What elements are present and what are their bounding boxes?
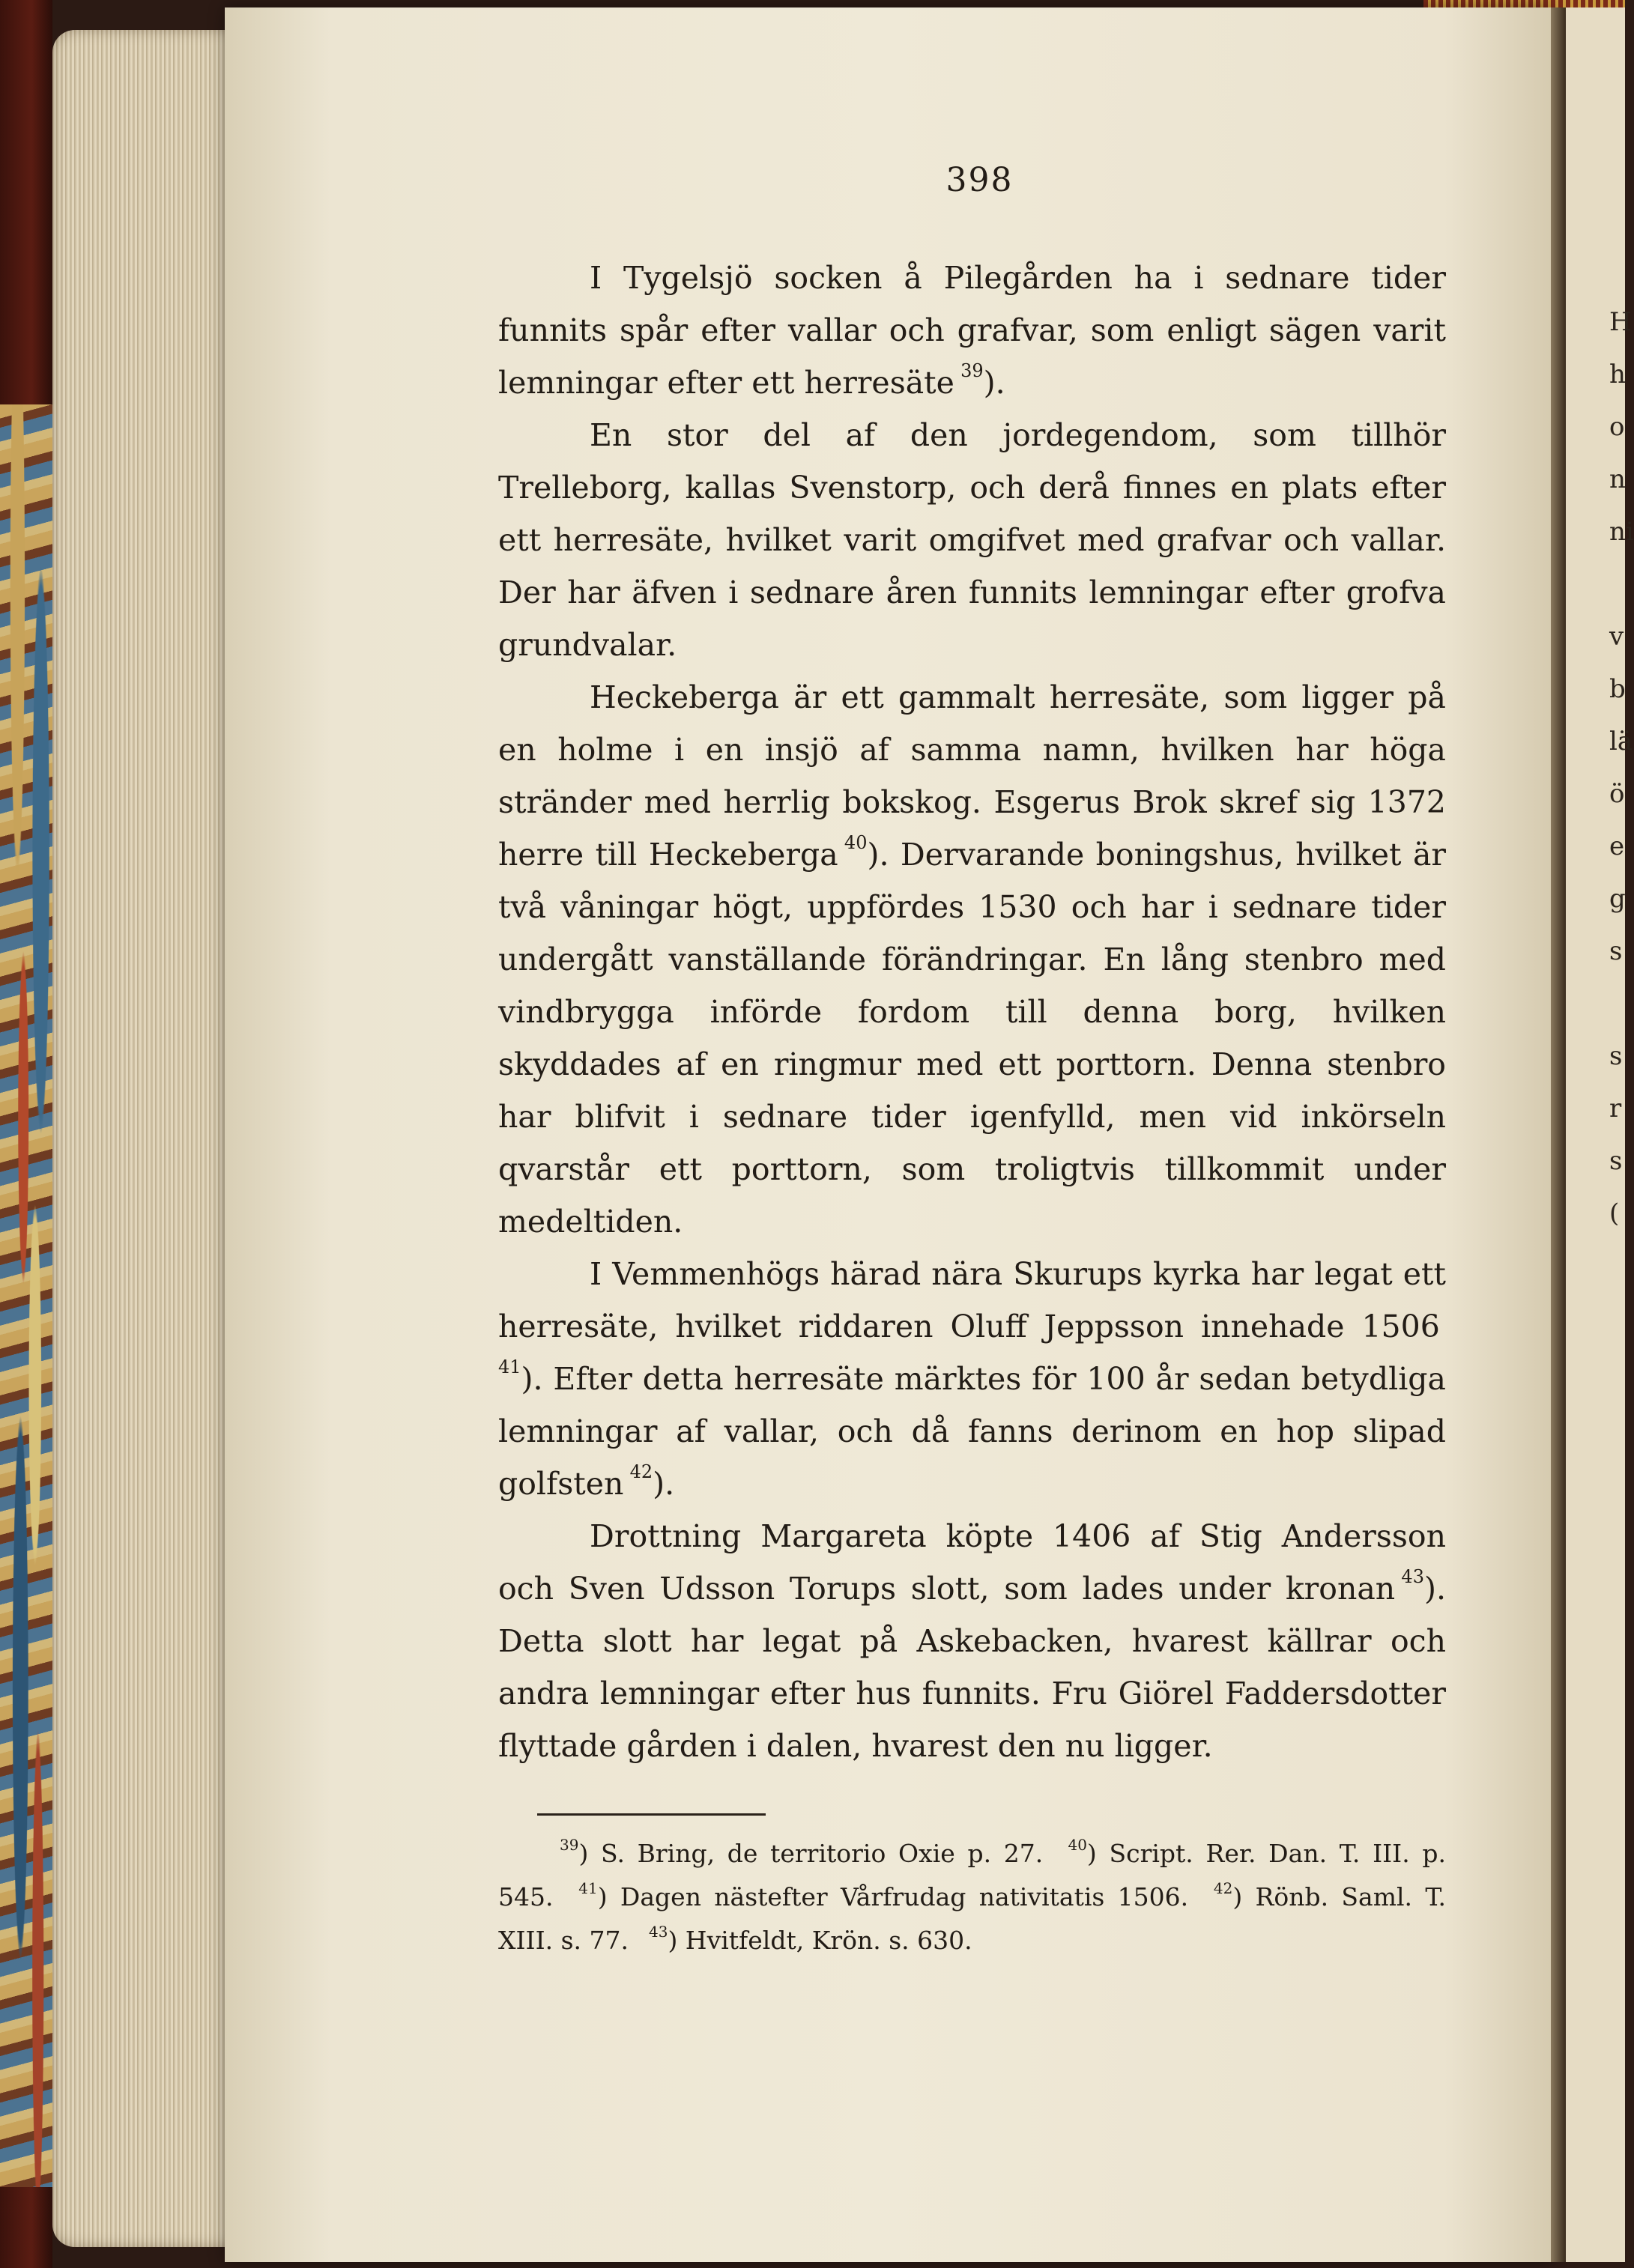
paragraph-text: Heckeberga är ett gammalt herresäte, som ligger på en holme i en insjö af samma namn, hvilken har höga stränder med herrlig bokskog. Esgerus Brok skref sig 1372 herre till Heckeberga — [498, 679, 1446, 873]
paragraph — [498, 1510, 1446, 1772]
next-page-letter: r — [1609, 1094, 1622, 1124]
next-page-letter: g — [1609, 884, 1626, 914]
paragraph-text: En stor del af den jordegendom, som tillhör Trelleborg, kallas Svenstorp, och derå finnes en plats efter ett herresäte, hvilket varit omgifvet med grafvar och vallar. Der har äfven i sednare åren funnits lemningar efter grofva grundvalar. — [498, 417, 1446, 663]
footnotes — [498, 1832, 1446, 1962]
next-page-letter: o — [1609, 412, 1625, 442]
page-content — [498, 161, 1446, 1962]
next-page-letter: ni — [1609, 517, 1634, 547]
footnote-mark: 39 — [560, 1836, 579, 1854]
footnote-text: ) Script. Rer. Dan. T. III. p. 545. — [498, 1839, 1446, 1911]
next-page-letter: s — [1609, 1146, 1623, 1176]
footnote-text: ) S. Bring, de territorio Oxie p. 27. — [578, 1839, 1044, 1868]
next-page-letter: e — [1609, 831, 1625, 861]
paragraph — [498, 671, 1446, 1248]
paragraph-text: I Tygelsjö socken å Pilegården ha i sednare tider funnits spår efter vallar och grafvar, som enligt sägen varit lemningar efter ett herresäte — [498, 260, 1446, 401]
paragraph-text: Drottning Margareta köpte 1406 af Stig Andersson och Sven Udsson Torups slott, som lades under kronan — [498, 1518, 1446, 1607]
paragraph-text: I Vemmenhögs härad nära Skurups kyrka har legat ett herresäte, hvilket riddaren Oluff Jeppsson innehade 1506 — [498, 1256, 1446, 1344]
paragraph-text: ). Detta slott har legat på Askebacken, hvarest källrar och andra lemningar efter hus funnits. Fru Giörel Faddersdotter flyttade gården i dalen, hvarest den nu ligger. — [498, 1571, 1446, 1764]
footnote-ref: 42 — [629, 1461, 653, 1482]
footnote-ref: 40 — [844, 832, 868, 853]
footnote-mark: 41 — [578, 1879, 598, 1897]
footnote-ref: 43 — [1401, 1566, 1424, 1587]
next-page-letter: H — [1609, 307, 1632, 337]
paragraph-text: ). — [653, 1466, 675, 1502]
footnote-ref: 39 — [960, 360, 984, 381]
footnote-ref: 41 — [498, 1356, 521, 1377]
paragraph — [498, 252, 1446, 409]
footnote-mark: 43 — [648, 1923, 668, 1941]
next-page-letter: n — [1609, 464, 1626, 494]
next-page-letter — [1609, 977, 1625, 1030]
page-stack-edge — [52, 30, 240, 2247]
footnote-text: ) Hvitfeldt, Krön. s. 630. — [668, 1926, 972, 1955]
next-page-letters — [1609, 296, 1634, 1240]
paragraph — [498, 1248, 1446, 1510]
marbled-endpaper — [0, 404, 61, 2187]
footnote-mark: 42 — [1213, 1879, 1233, 1897]
next-page-letter: ö — [1609, 779, 1625, 809]
next-page-letter — [1609, 558, 1625, 610]
paragraph-text: ). Dervarande boningshus, hvilket är två våningar högt, uppfördes 1530 och har i sednare tider undergått vanställande förändringar. En lång stenbro med vindbrygga införde fordom till denna borg, hvilken skyddades af en ringmur med ett porttorn. Denna stenbro har blifvit i sednare tider igenfylld, men vid inkörseln qvarstår ett porttorn, som troligtvis tillkommit under medeltiden. — [498, 837, 1446, 1240]
next-page-letter: ( — [1609, 1198, 1620, 1228]
next-page-letter: h — [1609, 360, 1626, 389]
next-page-letter: lä — [1609, 727, 1633, 756]
page-number: 398 — [945, 161, 1014, 199]
next-page-letter: s — [1609, 1041, 1623, 1071]
footnote-divider — [537, 1813, 766, 1816]
footnote-mark: 40 — [1068, 1836, 1087, 1854]
next-page-letter: b — [1609, 674, 1626, 704]
paragraph-text: ). Efter detta herresäte märktes för 100 år sedan betydliga lemningar af vallar, och då fanns derinom en hop slipad golfsten — [498, 1361, 1446, 1502]
next-page-letter: s — [1609, 936, 1623, 966]
paragraph — [498, 409, 1446, 671]
footnote-text: ) Rönb. Saml. T. XIII. s. 77. — [498, 1882, 1446, 1955]
next-page-letter: v — [1609, 622, 1624, 652]
footnote-text: ) Dagen nästefter Vårfrudag nativitatis 1506. — [597, 1882, 1189, 1911]
paragraph-text: ). — [983, 365, 1005, 401]
book-gutter — [1551, 7, 1566, 2262]
